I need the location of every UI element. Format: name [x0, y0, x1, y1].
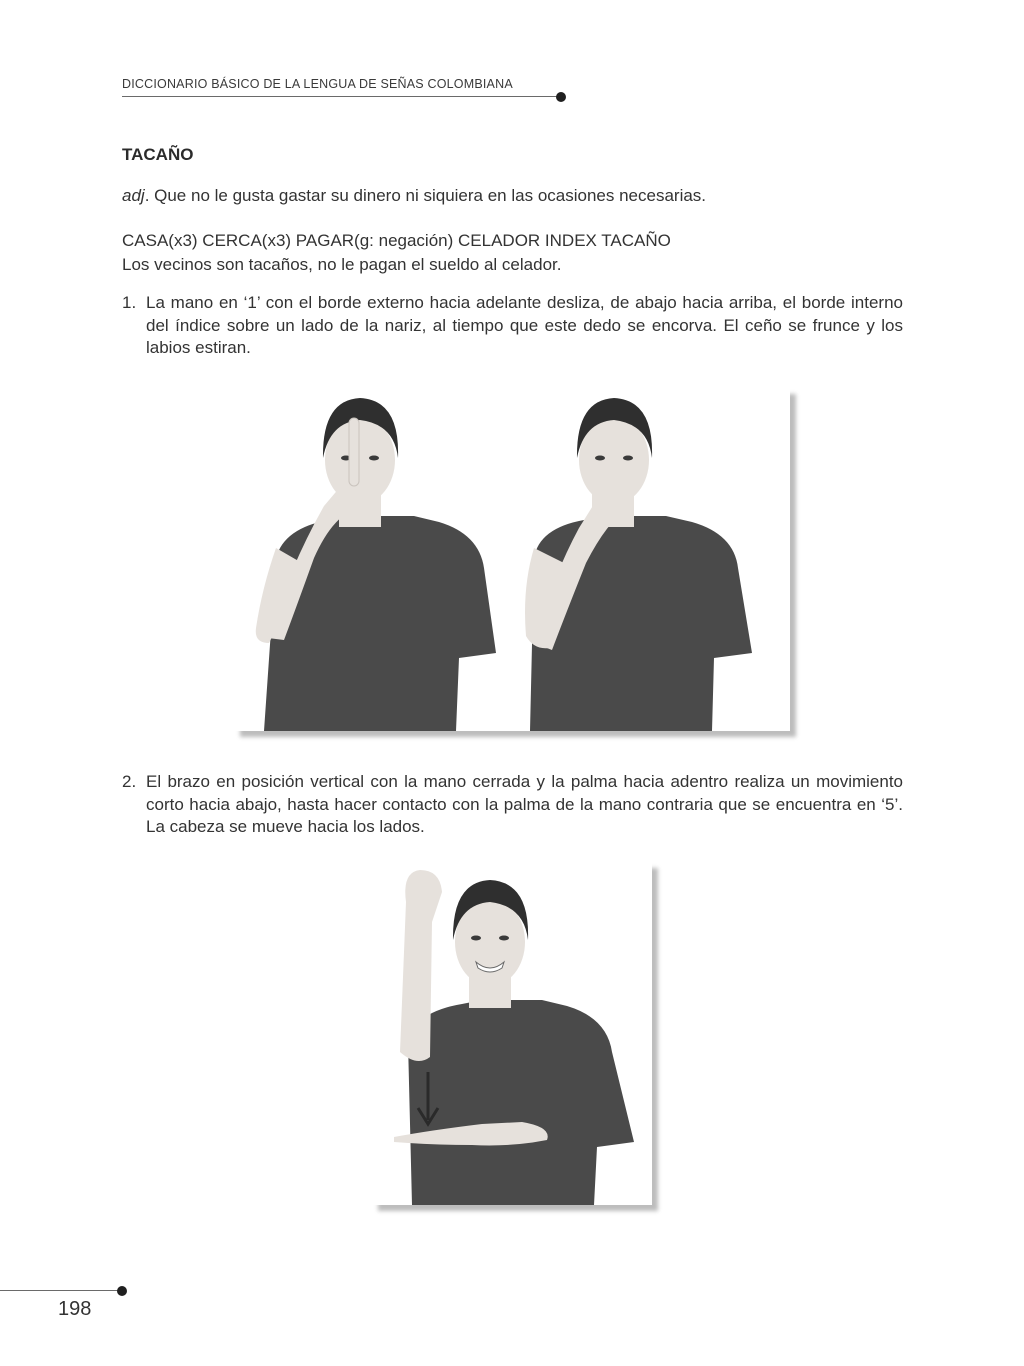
footer-rule	[0, 1290, 118, 1291]
step-1	[122, 292, 903, 360]
running-header: DICCIONARIO BÁSICO DE LA LENGUA DE SEÑAS COLOMBIANA	[122, 77, 513, 91]
sign-photo-step-2	[372, 862, 652, 1205]
step-text: El brazo en posición vertical con la mano cerrada y la palma hacia adentro realiza un movimiento corto hacia abajo, hasta hacer contacto con la palma de la mano contraria que se encuentra en ‘5’. La cabeza se mueve hacia los lados.	[146, 772, 903, 836]
definition-text: . Que no le gusta gastar su dinero ni siquiera en las ocasiones necesarias.	[144, 186, 707, 205]
entry-title: TACAÑO	[122, 145, 194, 164]
header-bullet	[556, 92, 566, 102]
header-rule	[122, 96, 560, 97]
part-of-speech: adj	[122, 186, 145, 205]
signer-illustration-single	[372, 862, 652, 1205]
signer-illustration-pair	[234, 388, 790, 731]
footer-bullet	[117, 1286, 127, 1296]
signer-figure	[394, 870, 634, 1205]
step-number: 2.	[122, 772, 137, 791]
signer-figure-left	[256, 398, 496, 731]
entry-definition	[122, 186, 706, 206]
step-text: La mano en ‘1’ con el borde externo hacia adelante desliza, de abajo hacia arriba, el borde interno del índice sobre un lado de la nariz, al tiempo que este dedo se encorva. El ceño se frunce y los labios estiran.	[146, 293, 903, 357]
step-2	[122, 771, 903, 839]
example-block	[122, 229, 671, 277]
sign-gloss: CASA(x3) CERCA(x3) PAGAR(g: negación) CELADOR INDEX TACAÑO	[122, 231, 671, 250]
step-number: 1.	[122, 293, 137, 312]
signer-figure-right	[525, 398, 752, 731]
sign-photo-step-1	[234, 388, 790, 731]
gloss-translation: Los vecinos son tacaños, no le pagan el sueldo al celador.	[122, 255, 562, 274]
page-number: 198	[58, 1298, 92, 1320]
